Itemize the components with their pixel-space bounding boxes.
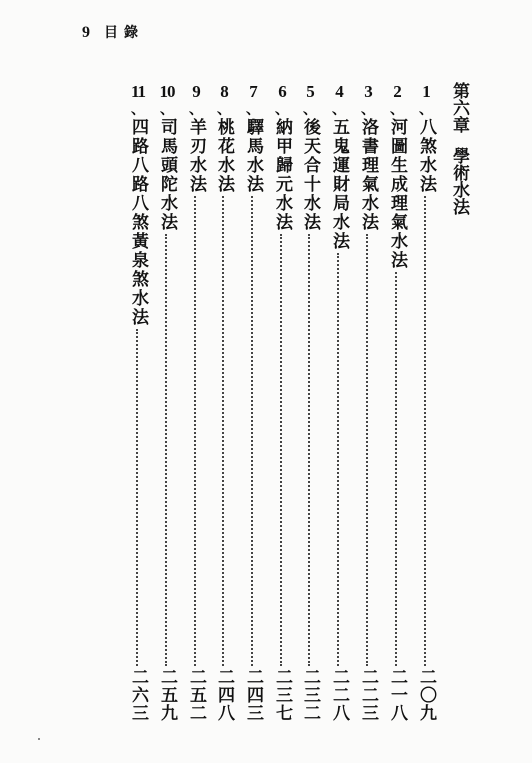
entry-page: 二三七 bbox=[272, 668, 292, 722]
entry-number: 7 bbox=[249, 82, 257, 101]
entry-title: 後天合十水法 bbox=[300, 118, 320, 232]
entry-title: 驛馬水法 bbox=[243, 118, 263, 194]
dot-leader bbox=[222, 196, 226, 666]
entry-separator: 、 bbox=[246, 102, 260, 118]
toc-entry-11[interactable] bbox=[125, 82, 151, 722]
entry-page: 二五二 bbox=[186, 668, 206, 722]
chapter-title: 學術水法 bbox=[449, 147, 469, 215]
entry-number: 4 bbox=[335, 82, 343, 101]
entry-title: 洛書理氣水法 bbox=[358, 118, 378, 232]
entry-title: 四路八路八煞黃泉煞水法 bbox=[128, 118, 148, 327]
toc-entry-5[interactable] bbox=[297, 82, 323, 722]
entry-page: 二四八 bbox=[214, 668, 234, 722]
entry-page: 二三二 bbox=[300, 668, 320, 722]
dot-leader bbox=[395, 272, 399, 666]
entry-separator: 、 bbox=[275, 102, 289, 118]
header-title: 目錄 bbox=[104, 25, 144, 41]
toc-entry-10[interactable] bbox=[154, 82, 180, 722]
dot-leader bbox=[280, 234, 284, 666]
entry-separator: 、 bbox=[160, 102, 174, 118]
toc-entry-8[interactable] bbox=[211, 82, 237, 722]
dot-leader bbox=[136, 329, 140, 666]
entry-title: 納甲歸元水法 bbox=[272, 118, 292, 232]
toc-entry-3[interactable] bbox=[355, 82, 381, 722]
entry-number: 1 bbox=[422, 82, 430, 101]
entry-number: 5 bbox=[306, 82, 314, 101]
dot-leader bbox=[165, 234, 169, 666]
entry-number: 3 bbox=[364, 82, 372, 101]
entry-title: 羊刃水法 bbox=[186, 118, 206, 194]
entry-separator: 、 bbox=[332, 102, 346, 118]
entry-title: 五鬼運財局水法 bbox=[329, 118, 349, 251]
entry-title: 桃花水法 bbox=[214, 118, 234, 194]
toc-entry-6[interactable] bbox=[269, 82, 295, 722]
entry-title: 司馬頭陀水法 bbox=[157, 118, 177, 232]
entry-page: 二二三 bbox=[358, 668, 378, 722]
entry-separator: 、 bbox=[217, 102, 231, 118]
chapter-label: 第六章 bbox=[449, 82, 469, 133]
entry-page: 二一八 bbox=[387, 668, 407, 722]
entry-page: 二二八 bbox=[329, 668, 349, 722]
entry-number: 9 bbox=[192, 82, 200, 101]
scan-speck bbox=[38, 738, 40, 740]
entry-number: 11 bbox=[130, 82, 146, 101]
toc-entry-7[interactable] bbox=[240, 82, 266, 722]
entry-title: 河圖生成理氣水法 bbox=[387, 118, 407, 270]
entry-separator: 、 bbox=[303, 102, 317, 118]
entry-separator: 、 bbox=[189, 102, 203, 118]
entry-number: 8 bbox=[220, 82, 228, 101]
toc-entry-4[interactable] bbox=[326, 82, 352, 722]
chapter-heading bbox=[446, 82, 472, 215]
entry-page: 二五九 bbox=[157, 668, 177, 722]
toc-entry-1[interactable] bbox=[413, 82, 439, 722]
entry-number: 2 bbox=[393, 82, 401, 101]
entry-page: 二六三 bbox=[128, 668, 148, 722]
entry-page: 二四三 bbox=[243, 668, 263, 722]
dot-leader bbox=[366, 234, 370, 666]
entry-separator: 、 bbox=[419, 102, 433, 118]
dot-leader bbox=[308, 234, 312, 666]
page-header bbox=[82, 22, 144, 42]
toc-entry-2[interactable] bbox=[384, 82, 410, 722]
dot-leader bbox=[194, 196, 198, 666]
page-number: 9 bbox=[82, 24, 90, 41]
entry-separator: 、 bbox=[361, 102, 375, 118]
entry-separator: 、 bbox=[390, 102, 404, 118]
toc-entry-9[interactable] bbox=[183, 82, 209, 722]
entry-number: 10 bbox=[159, 82, 175, 101]
entry-page: 二〇九 bbox=[416, 668, 436, 722]
entry-separator: 、 bbox=[131, 102, 145, 118]
dot-leader bbox=[251, 196, 255, 666]
dot-leader bbox=[424, 196, 428, 666]
entry-title: 八煞水法 bbox=[416, 118, 436, 194]
dot-leader bbox=[337, 253, 341, 666]
entry-number: 6 bbox=[278, 82, 286, 101]
